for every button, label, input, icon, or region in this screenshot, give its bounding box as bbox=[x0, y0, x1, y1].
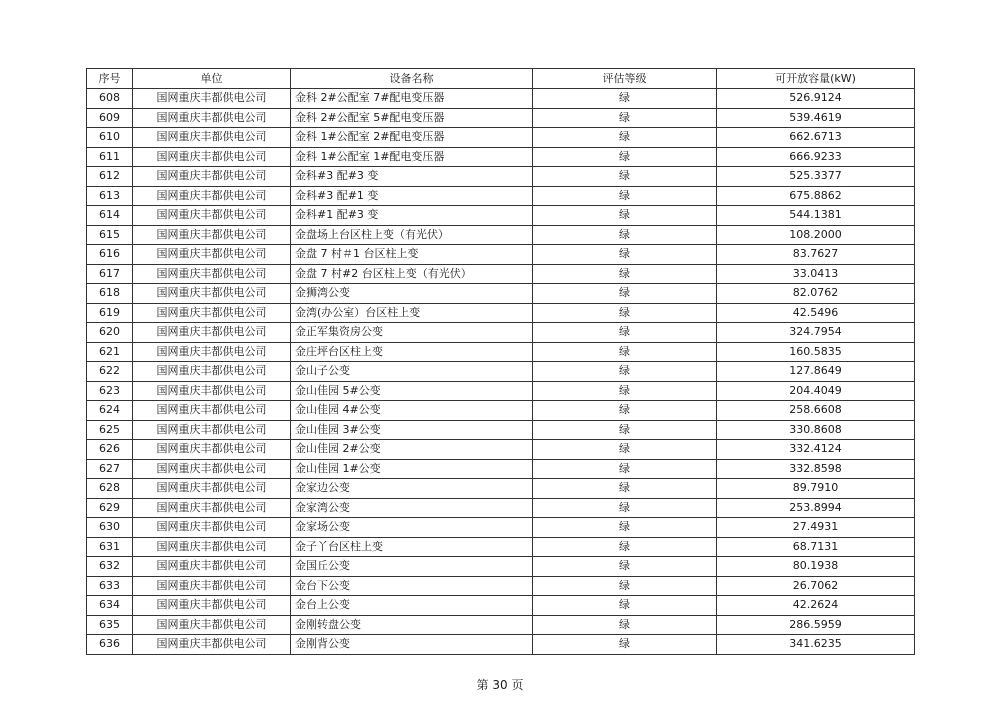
cell-serial: 609 bbox=[87, 108, 133, 128]
cell-capacity: 253.8994 bbox=[717, 498, 915, 518]
table-row bbox=[87, 557, 915, 577]
cell-capacity: 42.5496 bbox=[717, 303, 915, 323]
cell-grade: 绿 bbox=[533, 401, 717, 421]
cell-unit: 国网重庆丰都供电公司 bbox=[133, 245, 291, 265]
cell-capacity: 330.8608 bbox=[717, 420, 915, 440]
cell-serial: 617 bbox=[87, 264, 133, 284]
cell-grade: 绿 bbox=[533, 186, 717, 206]
page-number: 第 30 页 bbox=[476, 678, 524, 692]
cell-device-name: 金盘 7 村＃1 台区柱上变 bbox=[291, 245, 533, 265]
cell-capacity: 27.4931 bbox=[717, 518, 915, 538]
cell-grade: 绿 bbox=[533, 108, 717, 128]
cell-device-name: 金盘场上台区柱上变（有光伏） bbox=[291, 225, 533, 245]
cell-capacity: 160.5835 bbox=[717, 342, 915, 362]
cell-device-name: 金山佳园 4#公变 bbox=[291, 401, 533, 421]
table-row bbox=[87, 303, 915, 323]
table-body bbox=[87, 89, 915, 655]
cell-serial: 627 bbox=[87, 459, 133, 479]
cell-unit: 国网重庆丰都供电公司 bbox=[133, 108, 291, 128]
cell-grade: 绿 bbox=[533, 323, 717, 343]
cell-grade: 绿 bbox=[533, 576, 717, 596]
cell-unit: 国网重庆丰都供电公司 bbox=[133, 498, 291, 518]
cell-serial: 618 bbox=[87, 284, 133, 304]
cell-device-name: 金庄坪台区柱上变 bbox=[291, 342, 533, 362]
cell-device-name: 金科 2#公配室 7#配电变压器 bbox=[291, 89, 533, 109]
cell-capacity: 332.8598 bbox=[717, 459, 915, 479]
table-row bbox=[87, 498, 915, 518]
cell-unit: 国网重庆丰都供电公司 bbox=[133, 557, 291, 577]
cell-device-name: 金家边公变 bbox=[291, 479, 533, 499]
cell-unit: 国网重庆丰都供电公司 bbox=[133, 381, 291, 401]
cell-serial: 636 bbox=[87, 635, 133, 655]
cell-device-name: 金正军集资房公变 bbox=[291, 323, 533, 343]
cell-grade: 绿 bbox=[533, 440, 717, 460]
cell-serial: 633 bbox=[87, 576, 133, 596]
cell-serial: 610 bbox=[87, 128, 133, 148]
cell-grade: 绿 bbox=[533, 518, 717, 538]
cell-grade: 绿 bbox=[533, 537, 717, 557]
capacity-table bbox=[86, 68, 915, 655]
cell-device-name: 金山佳园 1#公变 bbox=[291, 459, 533, 479]
cell-serial: 613 bbox=[87, 186, 133, 206]
cell-serial: 622 bbox=[87, 362, 133, 382]
cell-device-name: 金狮湾公变 bbox=[291, 284, 533, 304]
table-row bbox=[87, 635, 915, 655]
cell-grade: 绿 bbox=[533, 167, 717, 187]
cell-device-name: 金家场公变 bbox=[291, 518, 533, 538]
cell-capacity: 82.0762 bbox=[717, 284, 915, 304]
header-serial: 序号 bbox=[87, 69, 133, 89]
cell-serial: 628 bbox=[87, 479, 133, 499]
table-row bbox=[87, 245, 915, 265]
cell-serial: 614 bbox=[87, 206, 133, 226]
cell-serial: 616 bbox=[87, 245, 133, 265]
cell-unit: 国网重庆丰都供电公司 bbox=[133, 635, 291, 655]
table-row bbox=[87, 459, 915, 479]
cell-capacity: 286.5959 bbox=[717, 615, 915, 635]
cell-grade: 绿 bbox=[533, 225, 717, 245]
cell-device-name: 金盘 7 村#2 台区柱上变（有光伏） bbox=[291, 264, 533, 284]
table-row bbox=[87, 342, 915, 362]
cell-capacity: 83.7627 bbox=[717, 245, 915, 265]
cell-grade: 绿 bbox=[533, 303, 717, 323]
cell-serial: 625 bbox=[87, 420, 133, 440]
cell-capacity: 108.2000 bbox=[717, 225, 915, 245]
cell-grade: 绿 bbox=[533, 284, 717, 304]
cell-unit: 国网重庆丰都供电公司 bbox=[133, 128, 291, 148]
cell-device-name: 金山佳园 3#公变 bbox=[291, 420, 533, 440]
table-row bbox=[87, 264, 915, 284]
cell-capacity: 89.7910 bbox=[717, 479, 915, 499]
cell-grade: 绿 bbox=[533, 206, 717, 226]
cell-device-name: 金科#1 配#3 变 bbox=[291, 206, 533, 226]
header-device-name: 设备名称 bbox=[291, 69, 533, 89]
cell-unit: 国网重庆丰都供电公司 bbox=[133, 225, 291, 245]
cell-device-name: 金科#3 配#3 变 bbox=[291, 167, 533, 187]
cell-grade: 绿 bbox=[533, 362, 717, 382]
table-row bbox=[87, 108, 915, 128]
cell-device-name: 金科 1#公配室 1#配电变压器 bbox=[291, 147, 533, 167]
cell-device-name: 金刚背公变 bbox=[291, 635, 533, 655]
cell-device-name: 金科 1#公配室 2#配电变压器 bbox=[291, 128, 533, 148]
cell-serial: 619 bbox=[87, 303, 133, 323]
cell-capacity: 26.7062 bbox=[717, 576, 915, 596]
cell-capacity: 675.8862 bbox=[717, 186, 915, 206]
table-row bbox=[87, 89, 915, 109]
cell-device-name: 金国丘公变 bbox=[291, 557, 533, 577]
cell-grade: 绿 bbox=[533, 89, 717, 109]
cell-serial: 620 bbox=[87, 323, 133, 343]
cell-device-name: 金山子公变 bbox=[291, 362, 533, 382]
cell-serial: 631 bbox=[87, 537, 133, 557]
cell-unit: 国网重庆丰都供电公司 bbox=[133, 518, 291, 538]
cell-capacity: 526.9124 bbox=[717, 89, 915, 109]
cell-unit: 国网重庆丰都供电公司 bbox=[133, 362, 291, 382]
cell-device-name: 金台下公变 bbox=[291, 576, 533, 596]
table-row bbox=[87, 420, 915, 440]
cell-unit: 国网重庆丰都供电公司 bbox=[133, 284, 291, 304]
cell-unit: 国网重庆丰都供电公司 bbox=[133, 206, 291, 226]
cell-grade: 绿 bbox=[533, 342, 717, 362]
cell-serial: 630 bbox=[87, 518, 133, 538]
cell-unit: 国网重庆丰都供电公司 bbox=[133, 147, 291, 167]
cell-capacity: 68.7131 bbox=[717, 537, 915, 557]
table-row bbox=[87, 206, 915, 226]
cell-unit: 国网重庆丰都供电公司 bbox=[133, 89, 291, 109]
cell-capacity: 332.4124 bbox=[717, 440, 915, 460]
cell-serial: 624 bbox=[87, 401, 133, 421]
table-row bbox=[87, 381, 915, 401]
cell-capacity: 127.8649 bbox=[717, 362, 915, 382]
cell-serial: 608 bbox=[87, 89, 133, 109]
table-row bbox=[87, 537, 915, 557]
cell-serial: 635 bbox=[87, 615, 133, 635]
cell-serial: 612 bbox=[87, 167, 133, 187]
cell-grade: 绿 bbox=[533, 128, 717, 148]
table-row bbox=[87, 479, 915, 499]
cell-grade: 绿 bbox=[533, 147, 717, 167]
cell-unit: 国网重庆丰都供电公司 bbox=[133, 440, 291, 460]
table-row bbox=[87, 362, 915, 382]
cell-capacity: 662.6713 bbox=[717, 128, 915, 148]
table-row bbox=[87, 518, 915, 538]
cell-grade: 绿 bbox=[533, 245, 717, 265]
cell-serial: 626 bbox=[87, 440, 133, 460]
cell-grade: 绿 bbox=[533, 381, 717, 401]
table-row bbox=[87, 576, 915, 596]
cell-capacity: 33.0413 bbox=[717, 264, 915, 284]
cell-device-name: 金台上公变 bbox=[291, 596, 533, 616]
cell-capacity: 341.6235 bbox=[717, 635, 915, 655]
cell-device-name: 金家湾公变 bbox=[291, 498, 533, 518]
header-grade: 评估等级 bbox=[533, 69, 717, 89]
table-row bbox=[87, 147, 915, 167]
cell-device-name: 金山佳园 2#公变 bbox=[291, 440, 533, 460]
table-row bbox=[87, 615, 915, 635]
cell-unit: 国网重庆丰都供电公司 bbox=[133, 479, 291, 499]
cell-grade: 绿 bbox=[533, 459, 717, 479]
table-header-row bbox=[87, 69, 915, 89]
cell-serial: 629 bbox=[87, 498, 133, 518]
cell-unit: 国网重庆丰都供电公司 bbox=[133, 186, 291, 206]
cell-grade: 绿 bbox=[533, 498, 717, 518]
table-row bbox=[87, 440, 915, 460]
cell-device-name: 金湾(办公室）台区柱上变 bbox=[291, 303, 533, 323]
cell-capacity: 204.4049 bbox=[717, 381, 915, 401]
cell-grade: 绿 bbox=[533, 557, 717, 577]
cell-capacity: 666.9233 bbox=[717, 147, 915, 167]
cell-capacity: 544.1381 bbox=[717, 206, 915, 226]
table-row bbox=[87, 225, 915, 245]
cell-capacity: 539.4619 bbox=[717, 108, 915, 128]
cell-grade: 绿 bbox=[533, 264, 717, 284]
cell-unit: 国网重庆丰都供电公司 bbox=[133, 596, 291, 616]
cell-capacity: 80.1938 bbox=[717, 557, 915, 577]
cell-capacity: 258.6608 bbox=[717, 401, 915, 421]
cell-device-name: 金山佳园 5#公变 bbox=[291, 381, 533, 401]
header-capacity: 可开放容量(kW) bbox=[717, 69, 915, 89]
cell-unit: 国网重庆丰都供电公司 bbox=[133, 459, 291, 479]
cell-capacity: 525.3377 bbox=[717, 167, 915, 187]
cell-unit: 国网重庆丰都供电公司 bbox=[133, 167, 291, 187]
table-row bbox=[87, 128, 915, 148]
table-row bbox=[87, 186, 915, 206]
cell-unit: 国网重庆丰都供电公司 bbox=[133, 576, 291, 596]
cell-unit: 国网重庆丰都供电公司 bbox=[133, 420, 291, 440]
cell-device-name: 金科#3 配#1 变 bbox=[291, 186, 533, 206]
table-row bbox=[87, 323, 915, 343]
cell-capacity: 324.7954 bbox=[717, 323, 915, 343]
cell-unit: 国网重庆丰都供电公司 bbox=[133, 615, 291, 635]
cell-grade: 绿 bbox=[533, 615, 717, 635]
table-row bbox=[87, 167, 915, 187]
table-row bbox=[87, 284, 915, 304]
cell-grade: 绿 bbox=[533, 635, 717, 655]
cell-unit: 国网重庆丰都供电公司 bbox=[133, 537, 291, 557]
cell-device-name: 金科 2#公配室 5#配电变压器 bbox=[291, 108, 533, 128]
cell-capacity: 42.2624 bbox=[717, 596, 915, 616]
cell-unit: 国网重庆丰都供电公司 bbox=[133, 303, 291, 323]
cell-device-name: 金子丫台区柱上变 bbox=[291, 537, 533, 557]
header-unit: 单位 bbox=[133, 69, 291, 89]
cell-serial: 623 bbox=[87, 381, 133, 401]
cell-unit: 国网重庆丰都供电公司 bbox=[133, 264, 291, 284]
cell-unit: 国网重庆丰都供电公司 bbox=[133, 323, 291, 343]
cell-serial: 615 bbox=[87, 225, 133, 245]
cell-serial: 634 bbox=[87, 596, 133, 616]
cell-grade: 绿 bbox=[533, 596, 717, 616]
table-row bbox=[87, 401, 915, 421]
cell-unit: 国网重庆丰都供电公司 bbox=[133, 401, 291, 421]
cell-device-name: 金刚转盘公变 bbox=[291, 615, 533, 635]
table-row bbox=[87, 596, 915, 616]
cell-serial: 632 bbox=[87, 557, 133, 577]
cell-unit: 国网重庆丰都供电公司 bbox=[133, 342, 291, 362]
cell-grade: 绿 bbox=[533, 420, 717, 440]
cell-serial: 621 bbox=[87, 342, 133, 362]
cell-serial: 611 bbox=[87, 147, 133, 167]
cell-grade: 绿 bbox=[533, 479, 717, 499]
